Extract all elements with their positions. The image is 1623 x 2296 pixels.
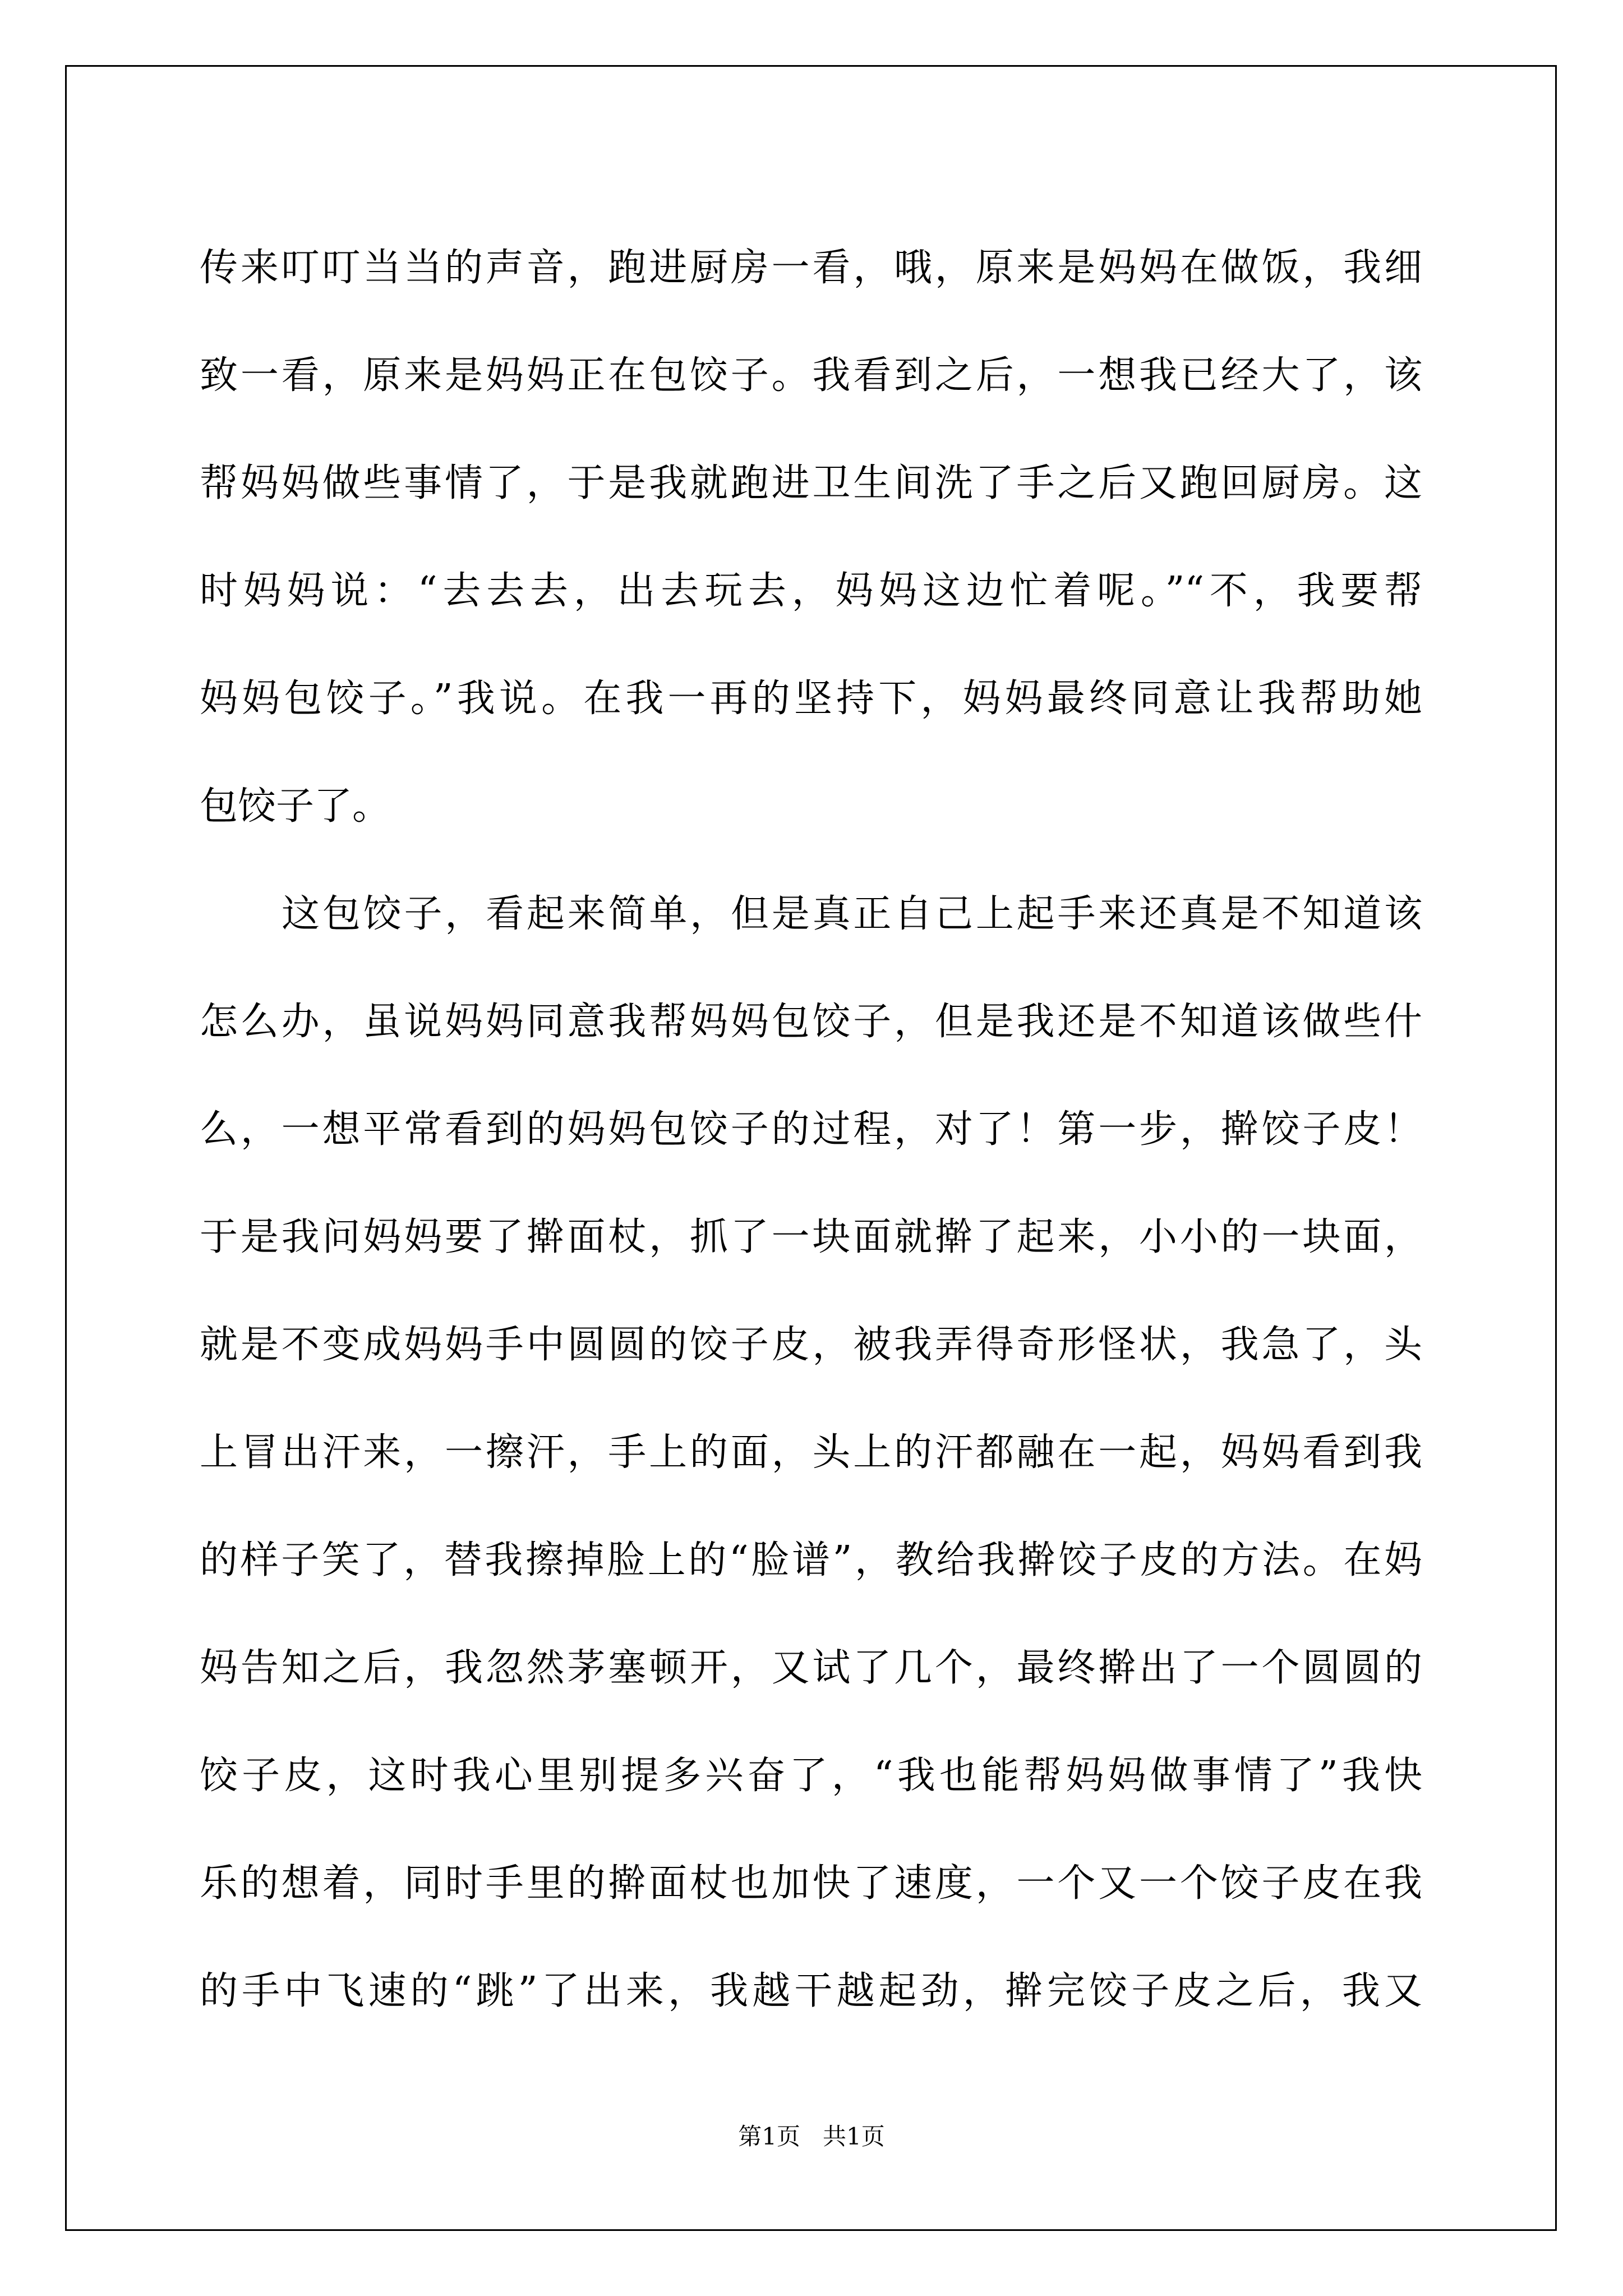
text-line: 怎么办，虽说妈妈同意我帮妈妈包饺子，但是我还是不知道该做些什 bbox=[200, 1000, 1422, 1044]
text-line: 妈妈包饺子。”我说。在我一再的坚持下，妈妈最终同意让我帮助她 bbox=[200, 677, 1422, 721]
text-line: 致一看，原来是妈妈正在包饺子。我看到之后，一想我已经大了，该 bbox=[200, 353, 1422, 398]
text-line: 时妈妈说：“去去去，出去玩去，妈妈这边忙着呢。”“不，我要帮 bbox=[200, 569, 1422, 613]
text-line: 么，一想平常看到的妈妈包饺子的过程，对了！第一步，擀饺子皮！ bbox=[200, 1107, 1422, 1152]
page-number: 第1页 bbox=[738, 2123, 800, 2150]
text-line: 帮妈妈做些事情了，于是我就跑进卫生间洗了手之后又跑回厨房。这 bbox=[200, 461, 1422, 505]
text-line: 的手中飞速的“跳”了出来，我越干越起劲，擀完饺子皮之后，我又 bbox=[200, 1969, 1422, 2013]
text-line: 包饺子了。 bbox=[200, 784, 391, 829]
text-line: 饺子皮，这时我心里别提多兴奋了，“我也能帮妈妈做事情了”我快 bbox=[200, 1754, 1422, 1798]
text-line-indented: 这包饺子，看起来简单，但是真正自己上起手来还真是不知道该 bbox=[282, 892, 1422, 936]
text-line: 上冒出汗来，一擦汗，手上的面，头上的汗都融在一起，妈妈看到我 bbox=[200, 1430, 1422, 1475]
text-line: 的样子笑了，替我擦掉脸上的“脸谱”，教给我擀饺子皮的方法。在妈 bbox=[200, 1538, 1422, 1582]
text-line: 乐的想着，同时手里的擀面杖也加快了速度，一个又一个饺子皮在我 bbox=[200, 1861, 1422, 1906]
text-line: 传来叮叮当当的声音，跑进厨房一看，哦，原来是妈妈在做饭，我细 bbox=[200, 246, 1422, 290]
page-footer bbox=[0, 2118, 1623, 2152]
text-line: 妈告知之后，我忽然茅塞顿开，又试了几个，最终擀出了一个圆圆的 bbox=[200, 1646, 1422, 1690]
text-line: 就是不变成妈妈手中圆圆的饺子皮，被我弄得奇形怪状，我急了，头 bbox=[200, 1323, 1422, 1367]
document-body bbox=[200, 214, 1422, 2045]
page-total: 共1页 bbox=[823, 2123, 885, 2150]
text-line: 于是我问妈妈要了擀面杖，抓了一块面就擀了起来，小小的一块面， bbox=[200, 1215, 1422, 1259]
